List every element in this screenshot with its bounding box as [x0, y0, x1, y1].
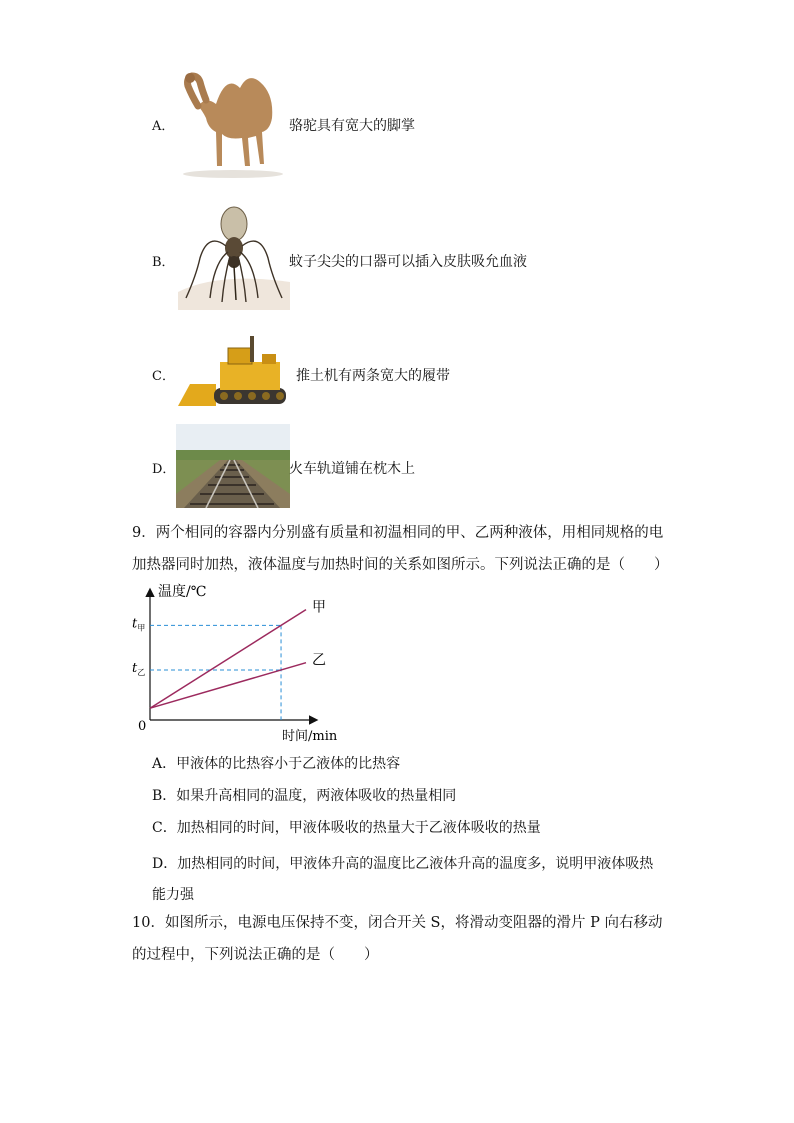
option-c-letter: C．: [152, 369, 175, 384]
y-axis-label: 温度/℃: [158, 584, 207, 600]
q9-option-d: D．加热相同的时间，甲液体升高的温度比乙液体升高的温度多，说明甲液体吸热能力强: [152, 856, 654, 903]
camel-image: [178, 66, 286, 178]
option-a-text: 骆驼具有宽大的脚掌: [289, 118, 415, 134]
mosquito-image: [178, 202, 290, 310]
option-d-letter: D．: [152, 462, 176, 477]
railway-image: [176, 424, 290, 508]
question-9-text: 9．两个相同的容器内分别盛有质量和初温相同的甲、乙两种液体，用相同规格的电加热器同时加热，液体温度与加热时间的关系如图所示。下列说法正确的是（ ）: [132, 525, 669, 573]
q9-option-c: C．加热相同的时间，甲液体吸收的热量大于乙液体吸收的热量: [152, 820, 541, 836]
series-line-jia: [150, 610, 306, 709]
option-b-text: 蚊子尖尖的口器可以插入皮肤吸允血液: [289, 254, 527, 270]
y-tick-label-jia: $t_甲$: [132, 616, 146, 633]
x-axis-label: 时间/min: [282, 729, 338, 744]
option-a-letter: A．: [152, 119, 175, 134]
question-10-text: 10．如图所示，电源电压保持不变，闭合开关 S，将滑动变阻器的滑片 P 向右移动的过程中，下列说法正确的是（ ）: [132, 915, 663, 963]
option-b-letter: B．: [152, 255, 175, 270]
q9-option-a: A．甲液体的比热容小于乙液体的比热容: [152, 756, 401, 772]
q9-option-b: B．如果升高相同的温度，两液体吸收的热量相同: [152, 788, 457, 804]
option-d-text: 火车轨道铺在枕木上: [289, 461, 415, 477]
y-tick-label-yi: $t_乙$: [132, 660, 146, 677]
origin-label: 0: [138, 719, 147, 734]
temperature-time-chart: [128, 580, 338, 746]
series-label-yi: 乙: [312, 652, 326, 669]
series-label-jia: 甲: [312, 599, 326, 616]
option-c-text: 推土机有两条宽大的履带: [296, 368, 450, 384]
bulldozer-image: [176, 334, 294, 408]
